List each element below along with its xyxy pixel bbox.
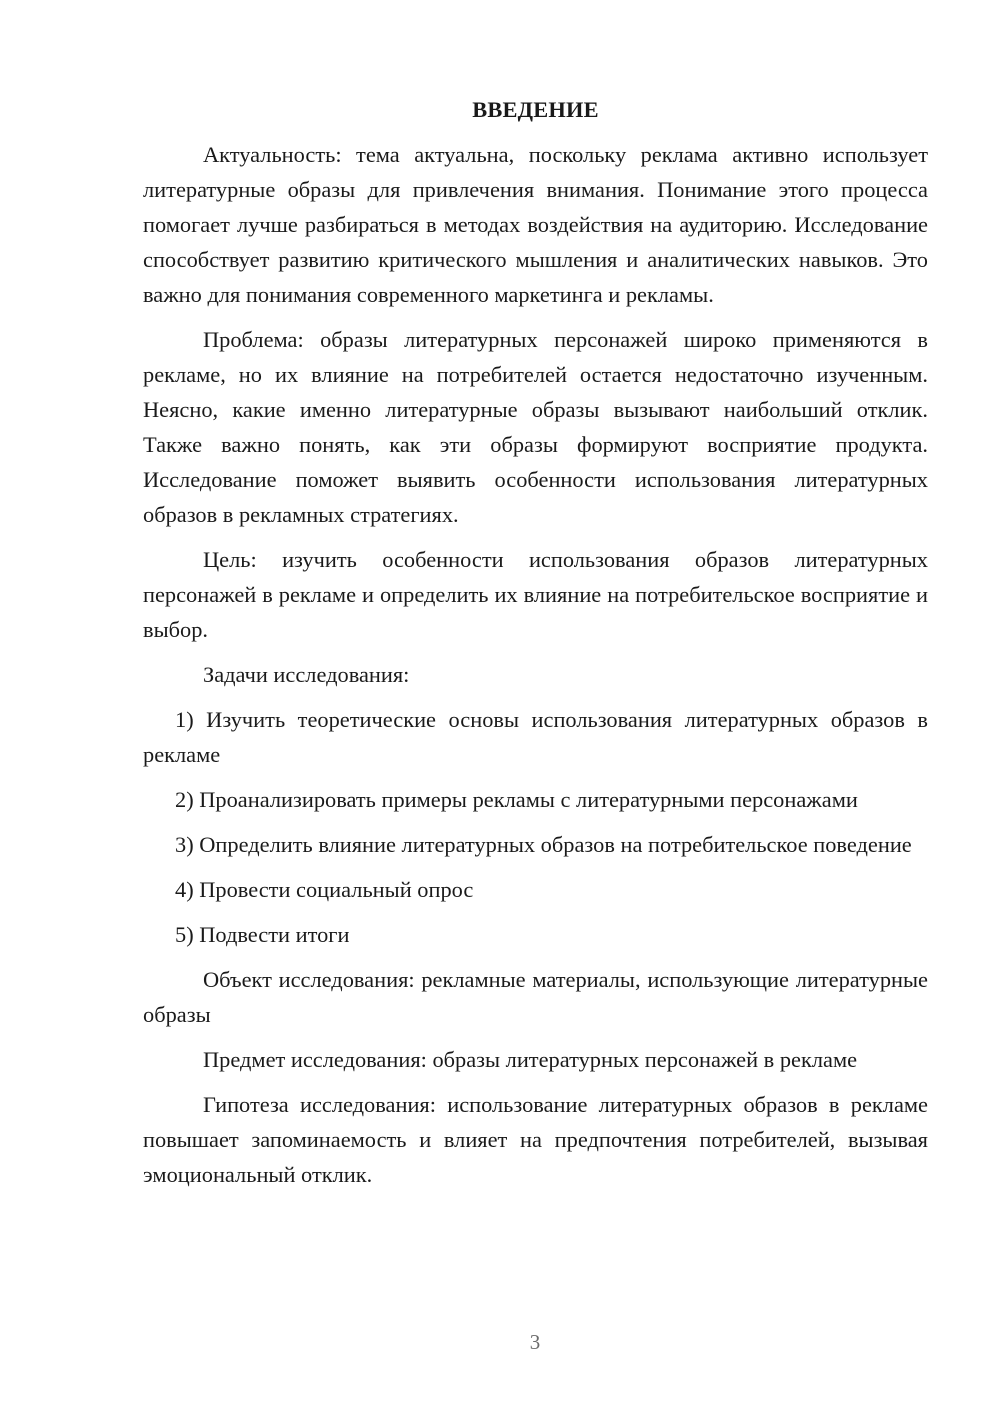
problem-paragraph: Проблема: образы литературных персонажей широко применяются в рекламе, но их влияние на потребителей остается недостаточно изученным. Неясно, какие именно литературные образы вызывают наибольший отклик. Также важно понять, как эти образы формируют восприятие продукта. Исследование поможет выявить особенности использования литературных образов в рекламных стратегиях. [143,327,928,527]
task-item-4: 4) Провести социальный опрос [175,877,474,902]
task-item-2: 2) Проанализировать примеры рекламы с литературными персонажами [175,787,858,812]
task-item-1: 1) Изучить теоретические основы использования литературных образов в рекламе [143,707,928,767]
page-content [143,92,928,1202]
goal-paragraph: Цель: изучить особенности использования образов литературных персонажей в рекламе и определить их влияние на потребительское восприятие и выбор. [143,547,928,642]
page-number: 3 [529,1330,541,1354]
task-item-5: 5) Подвести итоги [175,922,350,947]
subject-paragraph: Предмет исследования: образы литературных персонажей в рекламе [203,1047,858,1072]
hypothesis-paragraph: Гипотеза исследования: использование литературных образов в рекламе повышает запоминаемость и влияет на предпочтения потребителей, вызывая эмоциональный отклик. [143,1092,928,1187]
relevance-paragraph: Актуальность: тема актуальна, поскольку реклама активно использует литературные образы для привлечения внимания. Понимание этого процесса помогает лучше разбираться в методах воздействия на аудиторию. Исследование способствует развитию критического мышления и аналитических навыков. Это важно для понимания современного маркетинга и рекламы. [143,142,928,307]
task-item-3: 3) Определить влияние литературных образов на потребительское поведение [175,832,912,857]
object-paragraph: Объект исследования: рекламные материалы, использующие литературные образы [143,967,928,1027]
section-heading: ВВЕДЕНИЕ [472,97,599,122]
tasks-title: Задачи исследования: [203,662,410,687]
